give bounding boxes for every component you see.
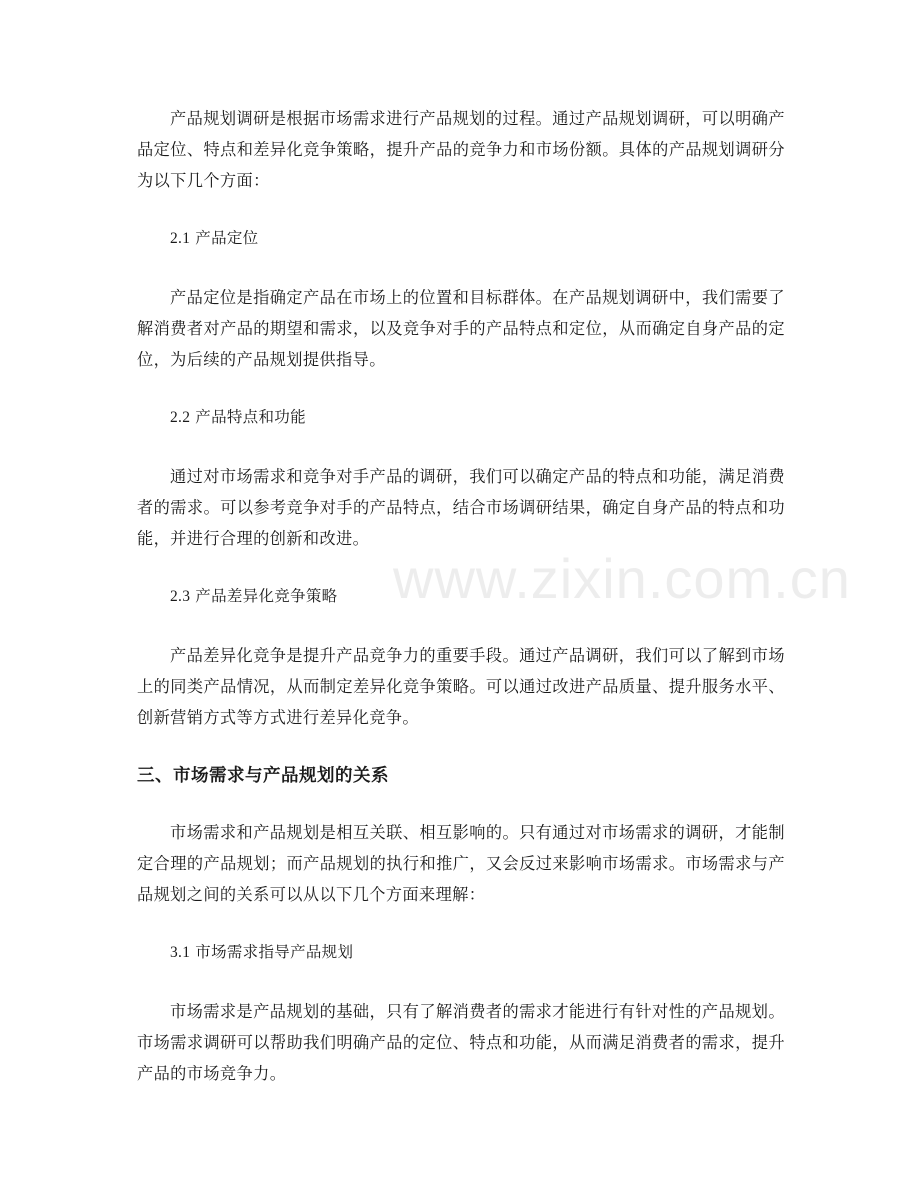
subheading-number: 2.3 [170,588,191,605]
subheading-2-2 [137,405,785,430]
paragraph-2-1: 产品定位是指确定产品在市场上的位置和目标群体。在产品规划调研中，我们需要了解消费者对产品的期望和需求，以及竞争对手的产品特点和定位，从而确定自身产品的定位，为后续的产品规划提供指导。 [137,288,785,369]
subheading-title: 产品特点和功能 [195,408,306,426]
paragraph-2-2: 通过对市场需求和竞争对手产品的调研，我们可以确定产品的特点和功能，满足消费者的需求。可以参考竞争对手的产品特点，结合市场调研结果，确定自身产品的特点和功能，并进行合理的创新和改进。 [137,467,785,548]
section-heading-3: 三、市场需求与产品规划的关系 [137,766,389,786]
paragraph-3-1: 市场需求是产品规划的基础，只有了解消费者的需求才能进行有针对性的产品规划。市场需求调研可以帮助我们明确产品的定位、特点和功能，从而满足消费者的需求，提升产品的市场竞争力。 [137,1002,785,1083]
document-body [137,103,785,1119]
subheading-number: 2.1 [170,230,191,247]
subheading-3-1 [137,940,785,965]
paragraph-3-intro: 市场需求和产品规划是相互关联、相互影响的。只有通过对市场需求的调研，才能制定合理的产品规划；而产品规划的执行和推广，又会反过来影响市场需求。市场需求与产品规划之间的关系可以从以下几个方面来理解： [137,823,785,904]
subheading-title: 产品定位 [195,229,259,247]
intro-paragraph: 产品规划调研是根据市场需求进行产品规划的过程。通过产品规划调研，可以明确产品定位、特点和差异化竞争策略，提升产品的竞争力和市场份额。具体的产品规划调研分为以下几个方面： [137,109,785,190]
subheading-title: 产品差异化竞争策略 [195,587,338,605]
subheading-2-3 [137,584,785,609]
subheading-number: 3.1 [170,944,191,961]
subheading-number: 2.2 [170,409,191,426]
subheading-2-1 [137,226,785,251]
subheading-title: 市场需求指导产品规划 [195,943,354,961]
watermark: www.zixin.com.cn [393,547,851,610]
paragraph-2-3: 产品差异化竞争是提升产品竞争力的重要手段。通过产品调研，我们可以了解到市场上的同类产品情况，从而制定差异化竞争策略。可以通过改进产品质量、提升服务水平、创新营销方式等方式进行差异化竞争。 [137,646,785,727]
